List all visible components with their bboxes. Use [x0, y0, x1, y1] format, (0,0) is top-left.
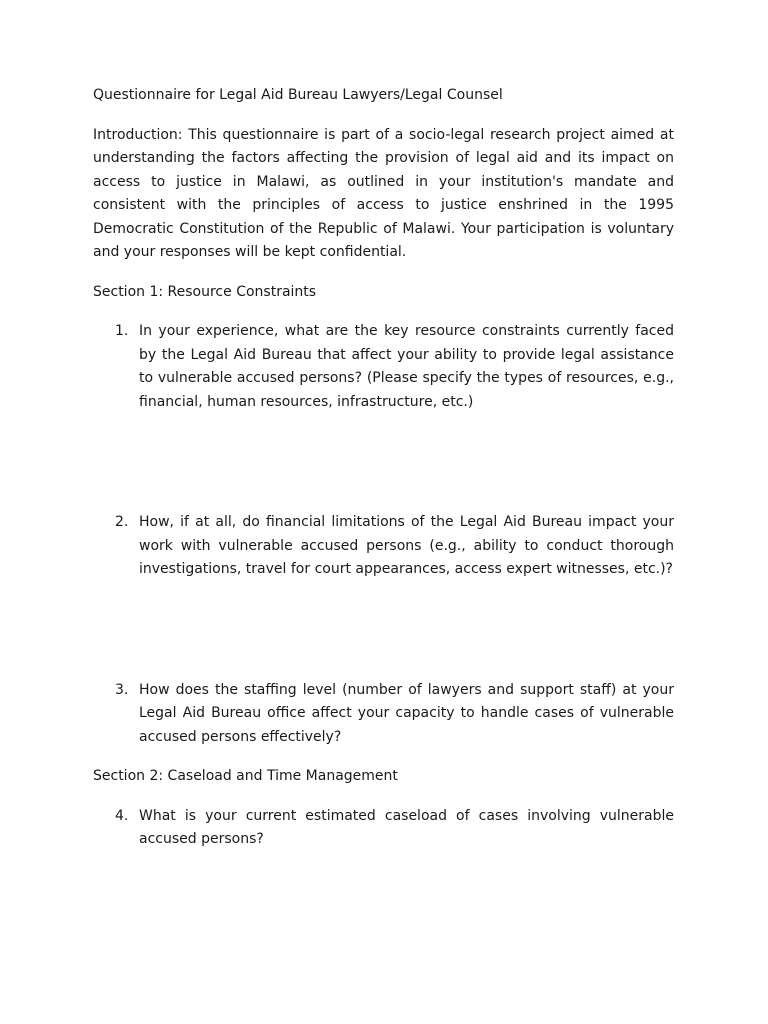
question-number: 1.	[115, 323, 129, 339]
question-number: 3.	[115, 681, 129, 698]
document-page	[93, 84, 674, 852]
introduction-paragraph: Introduction: This questionnaire is part of a socio-legal research project aimed at understanding the factors affecting the provision of legal aid and its impact on access to justice in Malawi, as outlined in your institution's mandate and consistent with the principles of access to justice enshrined in the 1995 Democratic Constitution of the Republic of Malawi. Your participation is voluntary and your responses will be kept confidential.	[93, 126, 674, 260]
question-text: What is your current estimated caseload of cases involving vulnerable accused persons?	[139, 807, 674, 847]
section-heading-caseload: Section 2: Caseload and Time Management	[93, 768, 398, 784]
question-3	[93, 679, 674, 750]
question-text: In your experience, what are the key resource constraints currently faced by the Legal Aid Bureau that affect your ability to provide legal assistance to vulnerable accused persons? (Please specify the types of resources, e.g., financial, human resources, infrastructure, etc.)	[139, 323, 674, 410]
question-number: 4.	[115, 807, 129, 824]
question-2	[93, 511, 674, 582]
document-title: Questionnaire for Legal Aid Bureau Lawyers/Legal Counsel	[93, 87, 503, 103]
question-text: How does the staffing level (number of lawyers and support staff) at your Legal Aid Bureau office affect your capacity to handle cases of vulnerable accused persons effectively?	[139, 681, 674, 745]
question-1	[93, 320, 674, 414]
question-4	[93, 805, 674, 852]
question-text: How, if at all, do financial limitations of the Legal Aid Bureau impact your work with vulnerable accused persons (e.g., ability to conduct thorough investigations, travel for court appearances, access expert witnesses, etc.)?	[139, 514, 674, 577]
question-number: 2.	[115, 514, 129, 530]
section-heading-resource-constraints: Section 1: Resource Constraints	[93, 283, 317, 300]
